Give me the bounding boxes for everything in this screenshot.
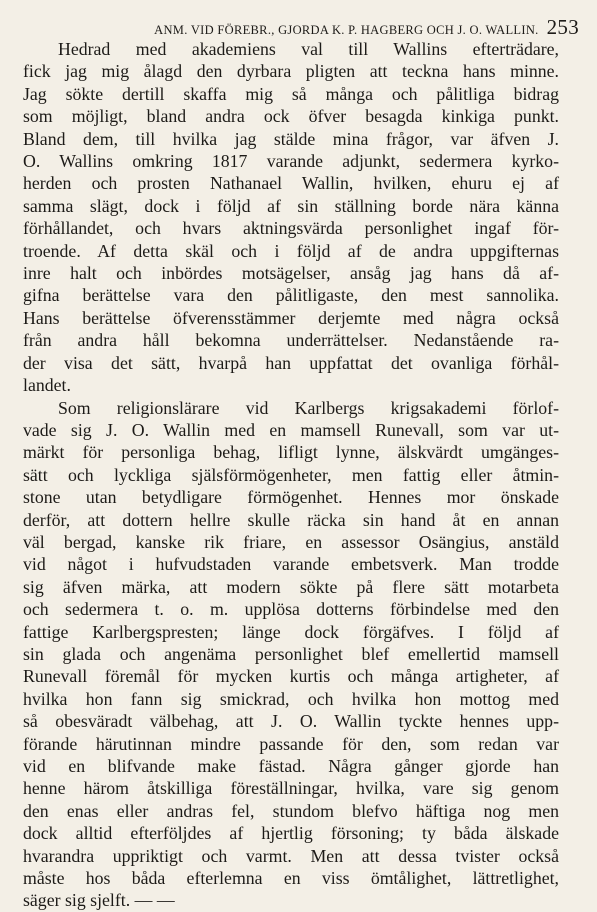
text-line: troende. Af detta skäl och i följd af de andra uppgifternas (23, 240, 559, 261)
text-line: Hedrad med akademiens val till Wallins efterträdare, (58, 39, 559, 59)
text-line: vade sig J. O. Wallin med en mamsell Runevall, som var ut- (23, 419, 559, 440)
text-line: landet. (23, 375, 71, 396)
text-line: vid något i hufvudstaden varande embetsverk. Man trodde (23, 554, 559, 575)
text-line: O. Wallins omkring 1817 varande adjunkt, sedermera kyrko- (23, 151, 559, 172)
running-title: ANM. VID FÖREBR., GJORDA K. P. HAGBERG OCH J. O. WALLIN. (154, 23, 539, 37)
text-line: Som religionslärare vid Karlbergs krigsakademi förlof- (58, 397, 559, 418)
text-line: sig äfven märka, att modern sökte på flere sätt motarbeta (23, 576, 559, 597)
text-line: och sedermera t. o. m. upplösa dotterns förbindelse med den (23, 599, 559, 620)
text-line: fattige Karlbergspresten; länge dock förgäfves. I följd af (23, 621, 559, 642)
text-line: der visa det sätt, hvarpå han uppfattat det ovanliga förhål- (23, 352, 559, 373)
text-line: väl bergad, kanske rik friare, en assessor Osängius, anstäld (23, 531, 559, 552)
text-line: säger sig sjelft. — — (23, 890, 175, 911)
text-line: som möjligt, bland andra ock öfver besagda kinkiga punkt. (23, 106, 559, 127)
text-line: inre halt och inbördes motsägelser, ansåg jag hans då af- (23, 263, 559, 284)
paragraph (23, 38, 559, 397)
text-line: fick jag mig ålagd den dyrbara pligten att teckna hans minne. (23, 61, 559, 82)
text-line: derför, att dottern hellre skulle räcka sin hand åt en annan (23, 509, 559, 530)
text-line: från andra håll bekomna underrättelser. Nedanstående ra- (23, 330, 559, 351)
text-line: förande härutinnan mindre passande för den, som redan var (23, 733, 559, 754)
text-line: hvilka hon fann sig smickrad, och hvilka hon mottog med (23, 688, 559, 709)
text-line: herden och prosten Nathanael Wallin, hvilken, ehuru ej af (23, 173, 559, 194)
running-header (40, 17, 579, 39)
text-line: stone utan betydligare förmögenhet. Hennes mor önskade (23, 487, 559, 508)
text-line: Runevall föremål för mycken kurtis och många artigheter, af (23, 666, 559, 687)
text-line: vid en blifvande make fästad. Några gånger gjorde han (23, 756, 559, 776)
text-line: sätt och lyckliga själsförmögenheter, men fattig eller åtmin- (23, 464, 559, 485)
text-line: samma slägt, dock i följd af sin ställning borde nära känna (23, 195, 559, 216)
text-line: sin glada och angenäma personlighet blef emellertid mamsell (23, 643, 559, 664)
text-line: märkt för personliga behag, lifligt lynne, älskvärdt umgänges- (23, 442, 559, 463)
text-line: hvarandra uppriktigt och varmt. Men att dessa tvister också (23, 845, 559, 866)
text-line: måste hos båda efterlemna en viss ömtålighet, lättretlighet, (23, 868, 559, 889)
text-line: henne härom åtskilliga föreställningar, hvilka, vare sig genom (23, 778, 559, 799)
body-text (23, 38, 559, 912)
text-line: gifna berättelse vara den pålitligaste, den mest sannolika. (23, 285, 559, 306)
text-line: dock alltid efterföljdes af hjertlig försoning; ty båda älskade (23, 823, 559, 844)
page-number: 253 (546, 15, 579, 39)
text-line: Hans berättelse öfverensstämmer derjemte med några också (23, 307, 559, 328)
text-line: Jag sökte dertill skaffa mig så många och pålitliga bidrag (23, 83, 559, 104)
text-line: Bland dem, till hvilka jag stälde mina frågor, var äfven J. (23, 128, 559, 149)
text-line: förhållandet, och hvars aktningsvärda personlighet ingaf för- (23, 218, 559, 239)
text-line: så obesväradt välbehag, att J. O. Wallin tyckte hennes upp- (23, 711, 559, 732)
text-line: den enas eller andras fel, stundom blefvo häftiga nog men (23, 800, 559, 821)
paragraph (23, 397, 559, 912)
